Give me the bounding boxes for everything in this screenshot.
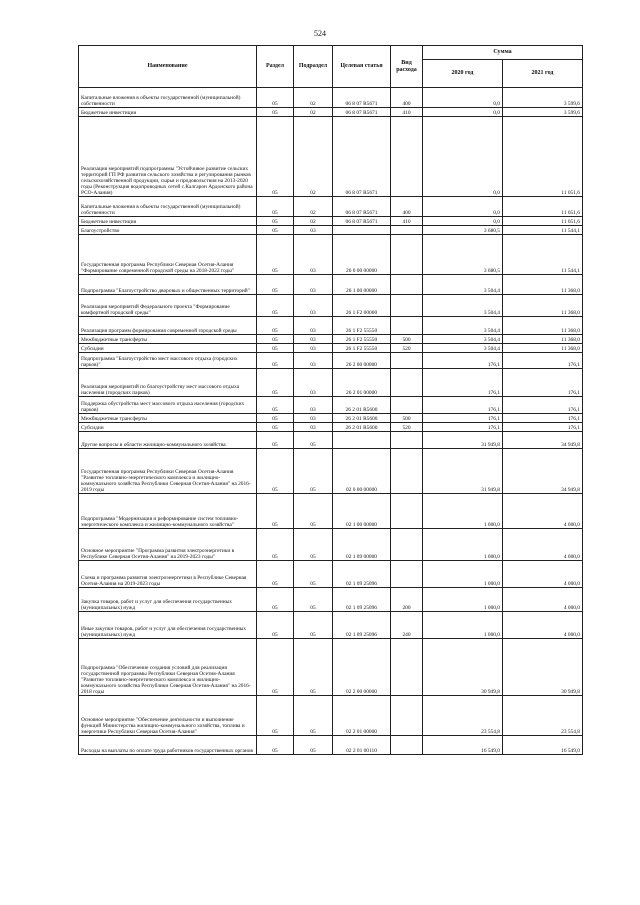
cell-section: 05 bbox=[257, 529, 294, 561]
cell-section: 05 bbox=[257, 226, 294, 235]
cell-2021: 23 554,8 bbox=[503, 696, 583, 736]
cell-section: 05 bbox=[257, 736, 294, 755]
cell-name: Расходы на выплаты по оплате труда работников государственных органов bbox=[79, 736, 257, 755]
cell-subsection: 03 bbox=[294, 369, 333, 397]
table-row bbox=[79, 335, 583, 344]
cell-target: 26 2 00 00000 bbox=[333, 353, 391, 369]
cell-section: 05 bbox=[257, 235, 294, 275]
cell-target: 02 2 01 00000 bbox=[333, 696, 391, 736]
cell-target: 26 2 01 R5600 bbox=[333, 397, 391, 414]
cell-2020: 1 000,0 bbox=[423, 529, 503, 561]
cell-subsection: 05 bbox=[294, 529, 333, 561]
cell-2020: 3 504,4 bbox=[423, 295, 503, 317]
cell-2021: 3 599,6 bbox=[503, 88, 583, 108]
cell-section: 05 bbox=[257, 335, 294, 344]
cell-subsection: 03 bbox=[294, 295, 333, 317]
cell-name: Благоустройство bbox=[79, 226, 257, 235]
cell-name: Подпрограмма "Благоустройство мест массового отдыха (городских парков)" bbox=[79, 353, 257, 369]
cell-2020: 1 000,0 bbox=[423, 588, 503, 612]
cell-name: Межбюджетные трансферты bbox=[79, 414, 257, 423]
cell-target: 26 1 F2 55550 bbox=[333, 335, 391, 344]
cell-expense-type bbox=[391, 235, 423, 275]
cell-section: 05 bbox=[257, 197, 294, 217]
cell-2021: 4 000,0 bbox=[503, 588, 583, 612]
header-expense-type: Вид расхода bbox=[391, 46, 423, 88]
cell-expense-type bbox=[391, 561, 423, 588]
cell-target: 06 8 07 R5671 bbox=[333, 197, 391, 217]
header-2021: 2021 год bbox=[503, 60, 583, 88]
cell-expense-type: 410 bbox=[391, 108, 423, 117]
cell-subsection: 03 bbox=[294, 344, 333, 353]
cell-2020: 1 000,0 bbox=[423, 612, 503, 639]
header-section: Раздел bbox=[257, 46, 294, 88]
cell-section: 05 bbox=[257, 369, 294, 397]
header-2020: 2020 год bbox=[423, 60, 503, 88]
cell-2021: 3 599,6 bbox=[503, 108, 583, 117]
cell-subsection: 02 bbox=[294, 117, 333, 197]
cell-section: 05 bbox=[257, 108, 294, 117]
cell-expense-type bbox=[391, 295, 423, 317]
cell-name: Субсидии bbox=[79, 423, 257, 432]
cell-target: 26 0 00 00000 bbox=[333, 235, 391, 275]
cell-2020: 3 504,4 bbox=[423, 275, 503, 295]
cell-2021: 11 368,0 bbox=[503, 275, 583, 295]
cell-expense-type bbox=[391, 696, 423, 736]
cell-2020: 176,1 bbox=[423, 414, 503, 423]
cell-subsection: 05 bbox=[294, 561, 333, 588]
table-row bbox=[79, 108, 583, 117]
table-row bbox=[79, 561, 583, 588]
table-row bbox=[79, 226, 583, 235]
cell-2021: 176,1 bbox=[503, 397, 583, 414]
table-row bbox=[79, 397, 583, 414]
cell-2020: 3 680,5 bbox=[423, 235, 503, 275]
header-subsection: Подраздел bbox=[294, 46, 333, 88]
header-sum: Сумма bbox=[423, 46, 583, 60]
cell-target: 26 1 00 00000 bbox=[333, 275, 391, 295]
cell-2021: 11 368,0 bbox=[503, 295, 583, 317]
cell-2021: 176,1 bbox=[503, 353, 583, 369]
table-row bbox=[79, 217, 583, 226]
cell-subsection: 02 bbox=[294, 217, 333, 226]
cell-2020: 176,1 bbox=[423, 353, 503, 369]
cell-name: Подпрограмма "Модернизация и реформирование систем топливно-энергетического комплекса и жилищно-коммунального хозяйства" bbox=[79, 494, 257, 529]
cell-subsection: 05 bbox=[294, 736, 333, 755]
cell-subsection: 03 bbox=[294, 226, 333, 235]
cell-subsection: 03 bbox=[294, 414, 333, 423]
cell-target: 26 1 F2 55550 bbox=[333, 344, 391, 353]
table-row bbox=[79, 344, 583, 353]
cell-name: Поддержка обустройства мест массового отдыха населения (городских парков) bbox=[79, 397, 257, 414]
table-row bbox=[79, 88, 583, 108]
cell-2020: 0,0 bbox=[423, 108, 503, 117]
cell-subsection: 05 bbox=[294, 696, 333, 736]
table-row bbox=[79, 414, 583, 423]
cell-2021: 11 368,0 bbox=[503, 335, 583, 344]
cell-subsection: 05 bbox=[294, 588, 333, 612]
table-row bbox=[79, 639, 583, 696]
cell-section: 05 bbox=[257, 88, 294, 108]
cell-2020: 3 504,4 bbox=[423, 344, 503, 353]
table-row bbox=[79, 423, 583, 432]
cell-section: 05 bbox=[257, 295, 294, 317]
cell-name: Закупка товаров, работ и услуг для обеспечения государственных (муниципальных) нужд bbox=[79, 588, 257, 612]
cell-2020: 31 949,8 bbox=[423, 432, 503, 449]
cell-section: 05 bbox=[257, 696, 294, 736]
cell-subsection: 03 bbox=[294, 235, 333, 275]
cell-name: Подпрограмма "Обеспечение создания условий для реализации государственной программы Республики Северная Осетия-Алания "Развитие топливно-энергетического комплекса и жилищно-коммунального хозяйства Республики Северная Осетия-Алания" на 2016-2018 годы bbox=[79, 639, 257, 696]
cell-subsection: 02 bbox=[294, 197, 333, 217]
table-row bbox=[79, 696, 583, 736]
cell-subsection: 05 bbox=[294, 449, 333, 494]
cell-target: 06 8 07 R5671 bbox=[333, 108, 391, 117]
cell-2020: 176,1 bbox=[423, 397, 503, 414]
table-row bbox=[79, 588, 583, 612]
cell-name: Подпрограмма "Благоустройство дворовых и общественных территорий" bbox=[79, 275, 257, 295]
cell-target: 02 2 00 00000 bbox=[333, 639, 391, 696]
cell-expense-type: 240 bbox=[391, 612, 423, 639]
cell-2021: 4 000,0 bbox=[503, 494, 583, 529]
cell-section: 05 bbox=[257, 494, 294, 529]
cell-name: Другие вопросы в области жилищно-коммунального хозяйства bbox=[79, 432, 257, 449]
cell-section: 05 bbox=[257, 432, 294, 449]
header-target: Целевая статья bbox=[333, 46, 391, 88]
cell-name: Межбюджетные трансферты bbox=[79, 335, 257, 344]
cell-expense-type bbox=[391, 736, 423, 755]
table-row bbox=[79, 235, 583, 275]
cell-subsection: 03 bbox=[294, 335, 333, 344]
cell-2021: 11 051,6 bbox=[503, 197, 583, 217]
cell-name: Капитальные вложения в объекты государственной (муниципальной) собственности bbox=[79, 88, 257, 108]
cell-target: 26 2 01 R5600 bbox=[333, 423, 391, 432]
cell-2021: 11 368,0 bbox=[503, 344, 583, 353]
cell-section: 05 bbox=[257, 612, 294, 639]
cell-expense-type bbox=[391, 117, 423, 197]
header-name: Наименование bbox=[79, 46, 257, 88]
cell-target: 02 1 09 25096 bbox=[333, 561, 391, 588]
cell-2020: 0,0 bbox=[423, 197, 503, 217]
cell-2020: 23 554,8 bbox=[423, 696, 503, 736]
cell-target: 02 1 09 00000 bbox=[333, 529, 391, 561]
cell-2021: 4 000,0 bbox=[503, 561, 583, 588]
cell-section: 05 bbox=[257, 317, 294, 335]
cell-2020: 1 000,0 bbox=[423, 494, 503, 529]
cell-name: Государственная программа Республики Северная Осетия-Алания "Развитие топливно-энергетического комплекса и жилищно-коммунального хозяйства Республики Северная Осетия-Алания" на 2016-2019 годы bbox=[79, 449, 257, 494]
cell-2021: 4 000,0 bbox=[503, 612, 583, 639]
cell-2020: 16 549,0 bbox=[423, 736, 503, 755]
table-row bbox=[79, 432, 583, 449]
cell-target: 02 1 00 00000 bbox=[333, 494, 391, 529]
cell-expense-type: 400 bbox=[391, 197, 423, 217]
cell-name: Субсидии bbox=[79, 344, 257, 353]
cell-subsection: 05 bbox=[294, 639, 333, 696]
cell-name: Реализация мероприятий по благоустройству мест массового отдыха населения (городских парков) bbox=[79, 369, 257, 397]
cell-expense-type: 410 bbox=[391, 217, 423, 226]
cell-section: 05 bbox=[257, 449, 294, 494]
cell-subsection: 05 bbox=[294, 612, 333, 639]
cell-target: 06 8 07 R5671 bbox=[333, 88, 391, 108]
cell-expense-type bbox=[391, 449, 423, 494]
cell-expense-type bbox=[391, 353, 423, 369]
cell-expense-type bbox=[391, 529, 423, 561]
cell-2021: 176,1 bbox=[503, 423, 583, 432]
cell-2021: 34 949,8 bbox=[503, 449, 583, 494]
cell-section: 05 bbox=[257, 117, 294, 197]
cell-subsection: 03 bbox=[294, 353, 333, 369]
table-row bbox=[79, 353, 583, 369]
cell-expense-type bbox=[391, 432, 423, 449]
cell-target: 02 2 01 00110 bbox=[333, 736, 391, 755]
table-row bbox=[79, 449, 583, 494]
cell-section: 05 bbox=[257, 588, 294, 612]
cell-section: 05 bbox=[257, 397, 294, 414]
cell-2020: 176,1 bbox=[423, 369, 503, 397]
cell-section: 05 bbox=[257, 275, 294, 295]
cell-name: Капитальные вложения в объекты государственной (муниципальной) собственности bbox=[79, 197, 257, 217]
cell-expense-type bbox=[391, 397, 423, 414]
cell-target bbox=[333, 432, 391, 449]
cell-name: Реализация мероприятий Федерального проекта "Формирование комфортной городской среды" bbox=[79, 295, 257, 317]
cell-subsection: 05 bbox=[294, 494, 333, 529]
cell-expense-type bbox=[391, 317, 423, 335]
cell-section: 05 bbox=[257, 344, 294, 353]
cell-name: Основное мероприятие "Обеспечение деятельности и выполнение функций Министерства жилищно-коммунального хозяйства, топлива и энергетики Республики Северная Осетия-Алания" bbox=[79, 696, 257, 736]
table-row bbox=[79, 529, 583, 561]
cell-2020: 1 000,0 bbox=[423, 561, 503, 588]
cell-name: Основное мероприятие "Программа развития электроэнергетики в Республике Северная Осетия-Алания" на 2019-2023 годы" bbox=[79, 529, 257, 561]
table-row bbox=[79, 117, 583, 197]
cell-expense-type bbox=[391, 275, 423, 295]
cell-name: Государственная программа Республики Северная Осетия-Алания "Формирование современной городской среды на 2018-2022 годы" bbox=[79, 235, 257, 275]
page-number: 524 bbox=[314, 29, 326, 38]
cell-section: 05 bbox=[257, 639, 294, 696]
cell-expense-type: 500 bbox=[391, 335, 423, 344]
cell-name: Бюджетные инвестиции bbox=[79, 108, 257, 117]
cell-expense-type bbox=[391, 226, 423, 235]
cell-subsection: 02 bbox=[294, 108, 333, 117]
table-row bbox=[79, 275, 583, 295]
table-row bbox=[79, 612, 583, 639]
cell-2021: 11 051,6 bbox=[503, 217, 583, 226]
cell-2021: 16 549,0 bbox=[503, 736, 583, 755]
cell-target: 02 1 09 25096 bbox=[333, 588, 391, 612]
cell-target: 26 2 01 R5600 bbox=[333, 414, 391, 423]
cell-target: 26 2 01 00000 bbox=[333, 369, 391, 397]
cell-subsection: 03 bbox=[294, 397, 333, 414]
cell-target: 06 8 07 R5671 bbox=[333, 217, 391, 226]
cell-subsection: 03 bbox=[294, 317, 333, 335]
cell-2020: 0,0 bbox=[423, 117, 503, 197]
budget-table bbox=[78, 45, 583, 755]
cell-expense-type: 520 bbox=[391, 423, 423, 432]
cell-2021: 176,1 bbox=[503, 369, 583, 397]
cell-2020: 31 949,8 bbox=[423, 449, 503, 494]
cell-2020: 0,0 bbox=[423, 88, 503, 108]
cell-target: 02 1 09 25096 bbox=[333, 612, 391, 639]
cell-2020: 3 680,5 bbox=[423, 226, 503, 235]
cell-2021: 11 051,6 bbox=[503, 117, 583, 197]
cell-expense-type: 500 bbox=[391, 414, 423, 423]
cell-2020: 3 504,4 bbox=[423, 317, 503, 335]
cell-target bbox=[333, 226, 391, 235]
table-row bbox=[79, 317, 583, 335]
cell-section: 05 bbox=[257, 423, 294, 432]
cell-section: 05 bbox=[257, 353, 294, 369]
cell-2021: 176,1 bbox=[503, 414, 583, 423]
cell-expense-type bbox=[391, 639, 423, 696]
table-row bbox=[79, 736, 583, 755]
cell-2021: 34 949,8 bbox=[503, 432, 583, 449]
cell-2020: 30 949,8 bbox=[423, 639, 503, 696]
cell-expense-type: 520 bbox=[391, 344, 423, 353]
cell-2021: 11 544,1 bbox=[503, 226, 583, 235]
cell-target: 06 8 07 R5671 bbox=[333, 117, 391, 197]
cell-2021: 4 000,0 bbox=[503, 529, 583, 561]
cell-2021: 11 544,1 bbox=[503, 235, 583, 275]
cell-name: Бюджетные инвестиции bbox=[79, 217, 257, 226]
cell-subsection: 03 bbox=[294, 423, 333, 432]
cell-expense-type: 400 bbox=[391, 88, 423, 108]
cell-2020: 3 504,4 bbox=[423, 335, 503, 344]
cell-name: Реализация программ формирования современной городской среды bbox=[79, 317, 257, 335]
table-row bbox=[79, 197, 583, 217]
table-row bbox=[79, 295, 583, 317]
table-row bbox=[79, 494, 583, 529]
cell-2020: 0,0 bbox=[423, 217, 503, 226]
cell-2021: 11 368,0 bbox=[503, 317, 583, 335]
cell-subsection: 02 bbox=[294, 88, 333, 108]
table-row bbox=[79, 369, 583, 397]
cell-target: 26 1 F2 55550 bbox=[333, 317, 391, 335]
cell-target: 02 0 00 00000 bbox=[333, 449, 391, 494]
cell-section: 05 bbox=[257, 217, 294, 226]
cell-expense-type: 200 bbox=[391, 588, 423, 612]
cell-target: 26 1 F2 00000 bbox=[333, 295, 391, 317]
cell-name: Иные закупки товаров, работ и услуг для обеспечения государственных (муниципальных) нужд bbox=[79, 612, 257, 639]
cell-expense-type bbox=[391, 369, 423, 397]
cell-section: 05 bbox=[257, 414, 294, 423]
cell-name: Реализация мероприятий подпрограммы "Устойчивое развитие сельских территорий ГП РФ развития сельского хозяйства и регулирования рынков сельскохозяйственной продукции, сырья и продовольствия на 2013-2020 годы (Реконструкция водопроводных сетей с.Калгарон Ардонского района РСО-Алания) bbox=[79, 117, 257, 197]
cell-subsection: 05 bbox=[294, 432, 333, 449]
cell-name: Схема и программа развития электроэнергетики в Республике Северная Осетия-Алания на 2019-2023 годы bbox=[79, 561, 257, 588]
cell-section: 05 bbox=[257, 561, 294, 588]
cell-subsection: 03 bbox=[294, 275, 333, 295]
cell-2020: 176,1 bbox=[423, 423, 503, 432]
cell-expense-type bbox=[391, 494, 423, 529]
cell-2021: 30 949,8 bbox=[503, 639, 583, 696]
